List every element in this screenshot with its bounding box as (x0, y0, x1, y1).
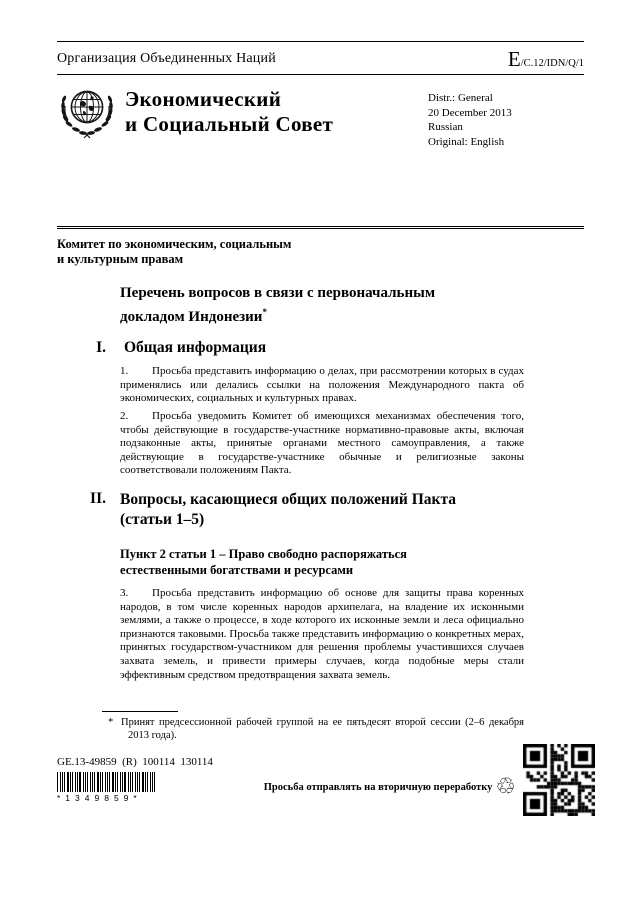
paragraph-1 (120, 365, 524, 406)
section2-title-line2: (статьи 1–5) (120, 510, 205, 528)
barcode-bars (57, 772, 157, 792)
header-rule-top (57, 41, 584, 42)
paragraph-3-text: Просьба представить информацию об основе для защиты права коренных народов, в том числе коренных народов архипелага, на владение их исконными землями, а также о процессе, в ходе которого их исконные земли и леса официально признаются таковыми. Просьба также представить информацию о конкретных мерах, принятых государством-участником для решения проблемы участившихся случаев захвата земель, и привести примеры случаев, когда подобные меры стали эффективным средством предотвращения захвата земель. (120, 587, 524, 681)
recycle-notice (263, 774, 516, 800)
paragraph-1-text: Просьба представить информацию о делах, при рассмотрении которых в судах применялись или делались ссылки на положения Международного пакта об экономических, социальных и культурных правах. (120, 365, 524, 405)
paragraph-3-number: 3. (120, 587, 129, 599)
distr-original: Original: English (428, 135, 505, 148)
section2-title (120, 490, 456, 529)
qr-code-icon (523, 744, 595, 816)
section2-subheading-line2: естественными богатствами и ресурсами (120, 562, 354, 577)
paragraph-2 (120, 410, 524, 478)
document-title (120, 284, 435, 327)
footnote-marker: * (108, 717, 114, 728)
barcode (57, 772, 157, 803)
header-rule-under-masthead (57, 74, 584, 75)
un-emblem (56, 82, 118, 142)
un-emblem-icon (56, 82, 118, 142)
section2-numeral: II. (90, 490, 106, 507)
distr-language: Russian (428, 121, 463, 134)
paragraph-3 (120, 587, 524, 682)
distr-date: 20 December 2013 (428, 106, 512, 119)
recycle-icon: ♲ (495, 774, 516, 800)
barcode-label: *1349859* (57, 793, 142, 803)
document-title-line2 (120, 303, 435, 327)
council-title (125, 87, 333, 137)
council-title-line1: Экономический (125, 87, 282, 111)
header-double-rule (57, 226, 584, 229)
ge-reference-code: GE.13-49859 (R) 100114 130114 (57, 756, 213, 768)
section1-title: Общая информация (124, 339, 267, 356)
council-title-line2: и Социальный Совет (125, 112, 334, 136)
footnote-rule (102, 711, 178, 712)
committee-line2: и культурным правам (57, 252, 184, 266)
footnote (108, 717, 524, 742)
section1-numeral: I. (96, 339, 106, 356)
paragraph-2-number: 2. (120, 410, 129, 422)
section2-subheading-line1: Пункт 2 статьи 1 – Право свободно распоряжаться (120, 547, 407, 561)
document-title-line1: Перечень вопросов в связи с первоначальным (120, 285, 436, 301)
distr-type: Distr.: General (428, 92, 493, 104)
recycle-text: Просьба отправлять на вторичную переработку (263, 782, 493, 793)
committee-line1: Комитет по экономическим, социальным (57, 237, 292, 251)
section2-subheading (120, 547, 407, 578)
section2-heading (80, 490, 540, 529)
paragraph-2-text: Просьба уведомить Комитет об имеющихся механизмах обеспечения того, чтобы действующие в государстве-участнике нормативно-правовые акты, включая подзаконные акты, принятые органами местного самоуправления, а также действующие в государстве-участнике обычные и религиозные законы соответствовали положениям Пакта. (120, 410, 524, 477)
un-org-name: Организация Объединенных Наций (57, 51, 276, 66)
committee-name (57, 237, 291, 267)
paragraph-1-number: 1. (120, 365, 129, 377)
document-symbol-number: /C.12/IDN/Q/1 (520, 58, 584, 69)
title-footnote-ref: * (262, 307, 267, 317)
document-symbol-series: E (507, 47, 521, 71)
footnote-text: Принят предсессионной рабочей группой на ее пятьдесят второй сессии (2–6 декабря 2013 года). (121, 717, 524, 741)
section1-heading (80, 338, 266, 358)
section2-title-line1: Вопросы, касающиеся общих положений Пакта (120, 491, 457, 508)
distribution-block (428, 91, 512, 149)
document-title-line2-text: докладом Индонезии (120, 309, 263, 325)
document-symbol (508, 47, 584, 72)
